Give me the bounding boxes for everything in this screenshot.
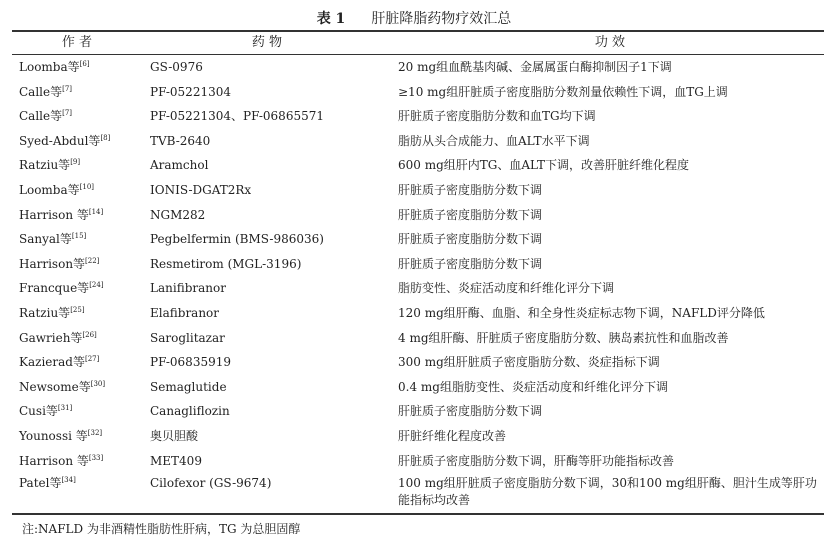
effect-cell: 4 mg组肝酶、肝脏质子密度脂肪分数、胰岛素抗性和血脂改善: [398, 330, 729, 345]
author-name: Harrison等: [19, 256, 86, 271]
reference-number: [31]: [57, 404, 73, 413]
author-name: Newsome等: [19, 379, 91, 394]
author-cell: [19, 276, 139, 301]
effect-cell: 100 mg组肝脏质子密度脂肪分数下调，30和100 mg组肝酶、胆汁生成等肝功能指标均改善: [398, 476, 817, 508]
drug-cell: PF-05221304、PF-06865571: [150, 109, 324, 124]
table-row: [0, 301, 828, 326]
table-row: [0, 473, 828, 510]
drug-cell: Aramchol: [150, 158, 209, 173]
table-row: [0, 399, 828, 424]
drug-cell: Resmetirom (MGL-3196): [150, 256, 302, 271]
effect-cell: 肝脏质子密度脂肪分数和血TG均下调: [398, 109, 596, 124]
author-name: Younossi 等: [19, 428, 88, 443]
table-row: [0, 276, 828, 301]
drug-cell: Canagliflozin: [150, 404, 230, 419]
reference-number: [27]: [84, 355, 100, 364]
table-row: [0, 326, 828, 351]
author-cell: [19, 350, 139, 375]
effect-cell: 肝脏质子密度脂肪分数下调: [398, 404, 543, 419]
reference-number: [25]: [70, 305, 85, 314]
author-cell: [19, 153, 139, 178]
author-cell: [19, 227, 139, 252]
effect-cell: 肝脏纤维化程度改善: [398, 428, 507, 443]
effect-cell: 20 mg组血酰基肉碱、金属属蛋白酶抑制因子1下调: [398, 60, 672, 74]
author-cell: [19, 203, 139, 228]
table-row: [0, 203, 828, 228]
reference-number: [7]: [62, 84, 73, 93]
author-cell: [19, 301, 139, 326]
author-cell: [19, 178, 139, 203]
author-cell: [19, 449, 139, 474]
reference-number: [15]: [71, 232, 87, 241]
drug-cell: Lanifibranor: [150, 281, 226, 296]
effect-cell: 120 mg组肝酶、血脂、和全身性炎症标志物下调，NAFLD评分降低: [398, 305, 765, 320]
reference-number: [7]: [62, 109, 73, 118]
author-cell: [19, 80, 139, 105]
effect-cell: 肝脏质子密度脂肪分数下调，肝酶等肝功能指标改善: [398, 453, 675, 468]
reference-number: [6]: [79, 60, 90, 68]
table-title: 肝脏降脂药物疗效汇总: [371, 11, 512, 27]
column-header-author: 作 者: [61, 35, 93, 50]
reference-number: [22]: [85, 256, 100, 265]
effect-cell: 脂肪从头合成能力、血ALT水平下调: [398, 133, 590, 148]
table-row: [0, 178, 828, 203]
author-name: Harrison 等: [19, 207, 89, 222]
author-name: Harrison 等: [19, 453, 89, 468]
reference-number: [33]: [88, 453, 104, 462]
author-name: Ratziu等: [19, 158, 71, 173]
author-cell: [19, 104, 139, 129]
author-name: Kazierad等: [19, 355, 85, 370]
effect-cell: 肝脏质子密度脂肪分数下调: [398, 182, 543, 197]
effect-cell: 肝脏质子密度脂肪分数下调: [398, 207, 543, 222]
bottom-rule: [12, 513, 824, 515]
table-row: [0, 375, 828, 400]
author-name: Cusi等: [19, 404, 58, 419]
table-row: [0, 104, 828, 129]
author-cell: [19, 475, 139, 492]
author-name: Loomba等: [19, 60, 80, 74]
table-row: [0, 227, 828, 252]
author-cell: [19, 252, 139, 277]
drug-cell: NGM282: [150, 207, 206, 222]
table-body: [0, 55, 828, 510]
effect-cell: 0.4 mg组脂肪变性、炎症活动度和纤维化评分下调: [398, 379, 668, 394]
reference-number: [8]: [100, 133, 111, 142]
author-cell: [19, 375, 139, 400]
drug-cell: Pegbelfermin (BMS-986036): [150, 232, 324, 247]
author-cell: [19, 55, 139, 80]
author-name: Ratziu等: [19, 305, 71, 320]
drug-cell: GS-0976: [150, 60, 203, 74]
author-name: Calle等: [19, 109, 63, 124]
table-row: [0, 153, 828, 178]
drug-cell: Elafibranor: [150, 305, 220, 320]
author-name: Sanyal等: [19, 232, 72, 247]
effect-cell: 300 mg组肝脏质子密度脂肪分数、炎症指标下调: [398, 355, 660, 370]
drug-cell: PF-06835919: [150, 355, 231, 370]
table-row: [0, 80, 828, 105]
drug-cell: MET409: [150, 453, 202, 468]
drug-cell: PF-05221304: [150, 84, 231, 99]
table-note: 注:NAFLD 为非酒精性脂肪性肝病，TG 为总胆固醇: [22, 522, 301, 536]
reference-number: [9]: [70, 158, 81, 167]
drug-cell: Cilofexor (GS-9674): [150, 476, 272, 491]
table-caption: [0, 8, 828, 28]
reference-number: [26]: [82, 330, 97, 339]
author-cell: [19, 326, 139, 351]
column-header-drug: 药 物: [251, 35, 283, 50]
reference-number: [32]: [87, 428, 103, 437]
reference-number: [34]: [61, 476, 76, 485]
author-cell: [19, 424, 139, 449]
table-row: [0, 129, 828, 154]
author-cell: [19, 129, 139, 154]
table-row: [0, 55, 828, 80]
author-name: Calle等: [19, 84, 63, 99]
author-name: Loomba等: [19, 182, 80, 197]
table-row: [0, 424, 828, 449]
drug-cell: IONIS-DGAT2Rx: [150, 182, 252, 197]
author-cell: [19, 399, 139, 424]
reference-number: [14]: [88, 207, 104, 216]
reference-number: [30]: [90, 379, 106, 388]
column-header-effect: 功 效: [594, 35, 626, 50]
table-row: [0, 449, 828, 474]
effect-cell: 600 mg组肝内TG、血ALT下调，改善肝脏纤维化程度: [398, 158, 690, 173]
drug-cell: Semaglutide: [150, 379, 227, 394]
effect-cell: ≥10 mg组肝脏质子密度脂肪分数剂量依赖性下调，血TG上调: [398, 84, 728, 99]
reference-number: [24]: [89, 281, 104, 290]
author-name: Patel等: [19, 476, 62, 491]
effect-cell: 肝脏质子密度脂肪分数下调: [398, 256, 543, 271]
reference-number: [10]: [79, 182, 95, 191]
author-name: Francque等: [19, 281, 90, 296]
effect-cell: 肝脏质子密度脂肪分数下调: [398, 232, 543, 247]
table-row: [0, 350, 828, 375]
table-number: 表 1: [316, 11, 346, 27]
author-name: Syed-Abdul等: [19, 133, 101, 148]
author-name: Gawrieh等: [19, 330, 83, 345]
effect-cell: 脂肪变性、炎症活动度和纤维化评分下调: [398, 281, 615, 296]
drug-cell: Saroglitazar: [150, 330, 225, 345]
drug-cell: TVB-2640: [150, 133, 211, 148]
drug-cell: 奥贝胆酸: [150, 428, 199, 443]
table-row: [0, 252, 828, 277]
